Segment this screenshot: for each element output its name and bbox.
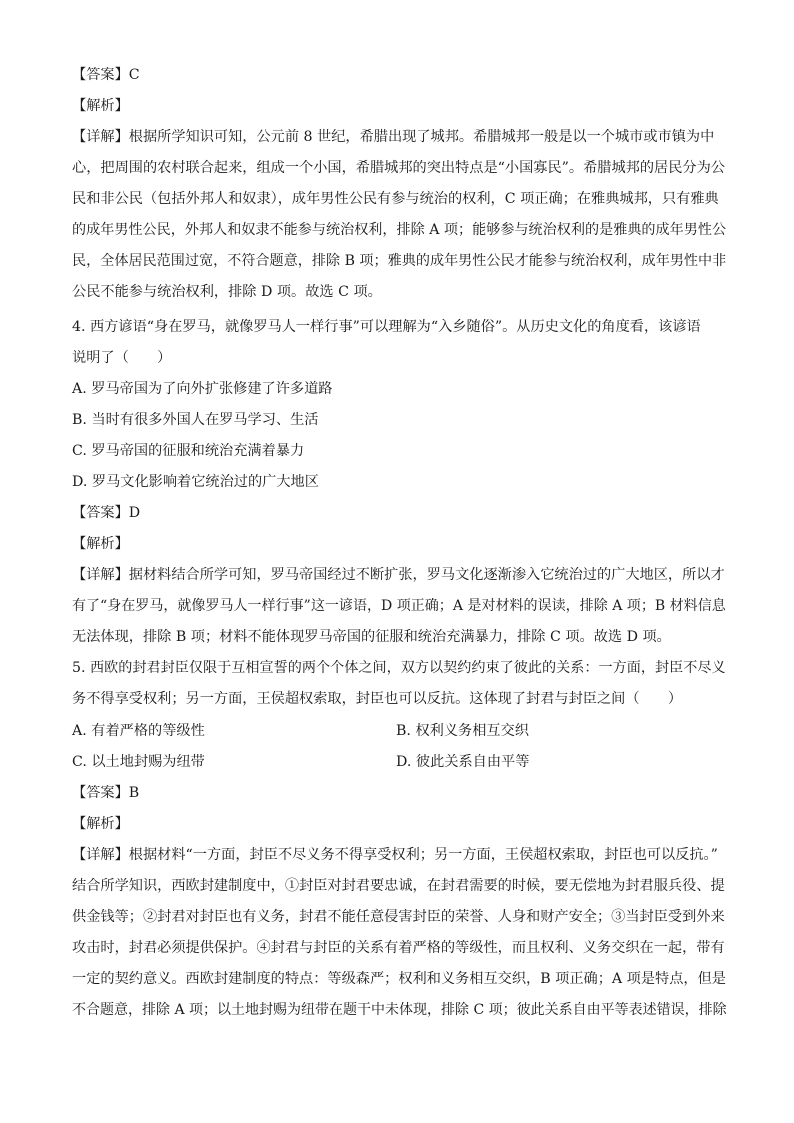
answer-label-q4: 【答案】D: [72, 505, 141, 521]
answer-label-q5: 【答案】B: [72, 785, 140, 801]
answer-label-q3: 【答案】C: [72, 67, 140, 83]
question-4-option-d: D. 罗马文化影响着它统治过的广大地区: [72, 474, 319, 490]
analysis-label-q5: 【解析】: [72, 816, 129, 832]
question-4-stem: 4. 西方谚语“身在罗马，就像罗马人一样行事”可以理解为“入乡随俗”。从历史文化的角度看，该谚语: [72, 319, 701, 335]
explanation-line: 心，把周围的农村联合起来，组成一个小国，希腊城邦的突出特点是“小国寡民”。希腊城邦的居民分为公: [72, 160, 725, 176]
question-5-option-d: D. 彼此关系自由平等: [396, 754, 530, 770]
explanation-line: 结合所学知识，西欧封建制度中，①封臣对封君要忠诚，在封君需要的时候，要无偿地为封君服兵役、提: [72, 878, 725, 894]
explanation-line: 的成年男性公民，外邦人和奴隶不能参与统治权利，排除 A 项；能够参与统治权利的是雅典的成年男性公: [72, 222, 727, 238]
question-4-stem: 说明了（ ）: [72, 350, 172, 366]
explanation-line: 不合题意，排除 A 项；以土地封赐为纽带在题干中未体现，排除 C 项；彼此关系自由平等表述错误，排除: [72, 1002, 727, 1018]
question-5-option-b: B. 权利义务相互交织: [396, 723, 529, 739]
explanation-line: 供金钱等；②封君对封臣也有义务，封君不能任意侵害封臣的荣誉、人身和财产安全；③当封臣受到外来: [72, 909, 725, 925]
explanation-line: 有了“身在罗马，就像罗马人一样行事”这一谚语，D 项正确；A 是对材料的误读，排除 A 项；B 材料信息: [72, 598, 726, 614]
explanation-line: 【详解】根据所学知识可知，公元前 8 世纪，希腊出现了城邦。希腊城邦一般是以一个城市或市镇为中: [72, 129, 715, 145]
explanation-line: 无法体现，排除 B 项；材料不能体现罗马帝国的征服和统治充满暴力，排除 C 项。故选 D 项。: [72, 629, 671, 645]
question-4-option-b: B. 当时有很多外国人在罗马学习、生活: [72, 412, 319, 428]
question-5-option-c: C. 以土地封赐为纽带: [72, 754, 205, 770]
analysis-label-q4: 【解析】: [72, 536, 129, 552]
question-4-option-c: C. 罗马帝国的征服和统治充满着暴力: [72, 443, 305, 459]
analysis-label-q3: 【解析】: [72, 98, 129, 114]
explanation-line: 民，全体居民范围过宽，不符合题意，排除 B 项；雅典的成年男性公民才能参与统治权利，成年男性中非: [72, 253, 727, 269]
question-4-option-a: A. 罗马帝国为了向外扩张修建了许多道路: [72, 381, 333, 397]
explanation-line: 【详解】根据材料“一方面，封臣不尽义务不得享受权利；另一方面，王侯超权索取，封臣也可以反抗。”: [72, 847, 718, 863]
explanation-line: 【详解】据材料结合所学可知，罗马帝国经过不断扩张，罗马文化逐渐渗入它统治过的广大地区，所以才: [72, 567, 725, 583]
question-5-stem: 务不得享受权利；另一方面，王侯超权索取，封臣也可以反抗。这体现了封君与封臣之间（ ）: [72, 691, 683, 707]
explanation-line: 攻击时，封君必须提供保护。④封君与封臣的关系有着严格的等级性，而且权利、义务交织在一起，带有: [72, 940, 725, 956]
explanation-line: 民和非公民（包括外邦人和奴隶），成年男性公民有参与统治的权利，C 项正确；在雅典城邦，只有雅典: [72, 191, 719, 207]
question-5-stem: 5. 西欧的封君封臣仅限于互相宣誓的两个个体之间，双方以契约约束了彼此的关系：一方面，封臣不尽义: [72, 660, 726, 676]
explanation-line: 一定的契约意义。西欧封建制度的特点：等级森严；权利和义务相互交织，B 项正确；A 项是特点，但是: [72, 971, 726, 987]
question-5-option-a: A. 有着严格的等级性: [72, 723, 205, 739]
explanation-line: 公民不能参与统治权利，排除 D 项。故选 C 项。: [72, 284, 382, 300]
